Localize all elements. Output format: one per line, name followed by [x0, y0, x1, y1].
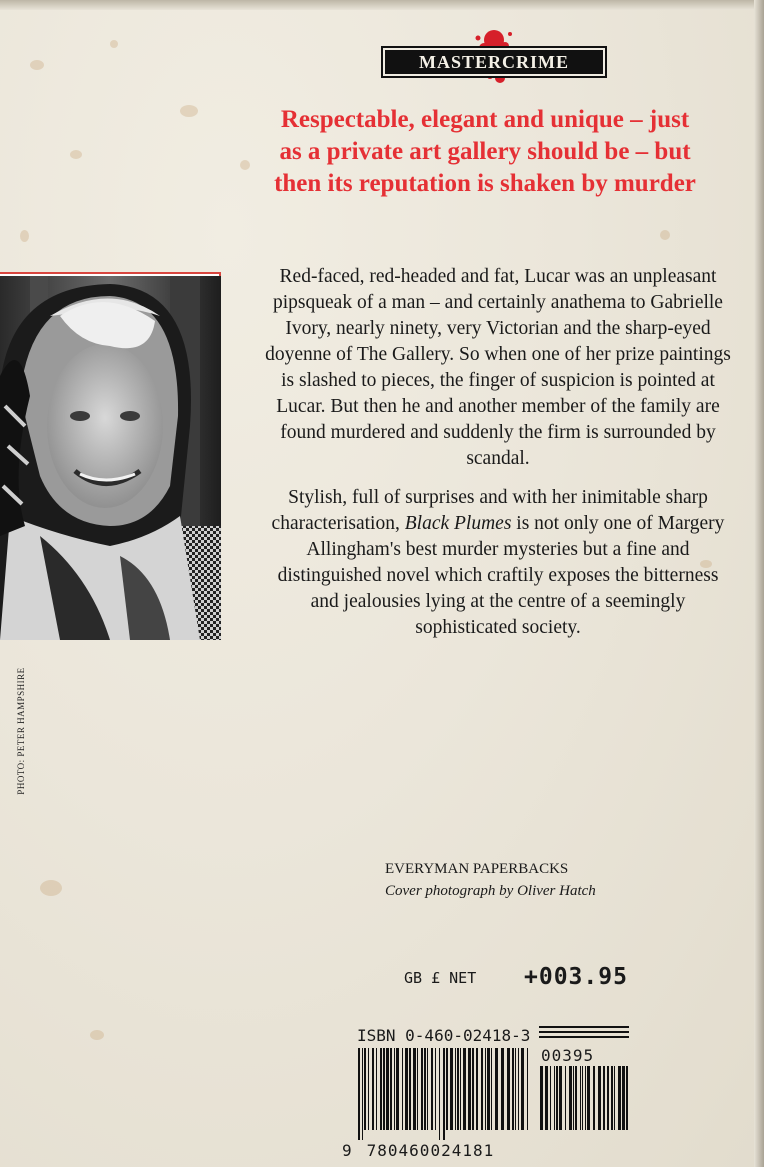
foxing-spot [30, 60, 44, 70]
barcode-bar [485, 1048, 486, 1130]
barcode-bar [556, 1066, 558, 1130]
barcode-bar [481, 1048, 483, 1130]
barcode-bar [585, 1066, 586, 1130]
barcode-bar [364, 1048, 366, 1130]
barcode-bar [569, 1066, 572, 1130]
publisher-block [385, 858, 625, 902]
blurb-paragraph-2-post: is not only one of Margery Allingham's best murder mysteries but a fine and distinguished novel which craftily exposes the bitterness and jealousies lying at the centre of a seemingly sophisticated society. [277, 513, 725, 638]
barcode-bar [380, 1048, 382, 1130]
price-block [404, 964, 636, 990]
ean-barcode [356, 1048, 532, 1140]
isbn-text: ISBN 0-460-02418-3 [357, 1026, 531, 1045]
author-photo [0, 272, 221, 640]
barcode-bar [424, 1048, 426, 1130]
barcode-bar [443, 1048, 445, 1140]
barcode-bar [587, 1066, 590, 1130]
barcode-bar [518, 1048, 519, 1130]
barcode-bar [455, 1048, 456, 1130]
barcode-bar [626, 1066, 628, 1130]
barcode-bar [501, 1048, 504, 1130]
price-label: GB £ NET [404, 969, 477, 987]
ean-lead-digit: 9 [342, 1141, 353, 1160]
barcode-bar [512, 1048, 514, 1130]
barcode-bar [521, 1048, 524, 1130]
barcode-bar [358, 1048, 360, 1140]
barcode-bar [435, 1048, 436, 1130]
blurb-paragraph-2 [262, 485, 734, 641]
barcode-bar [402, 1048, 403, 1130]
tagline: Respectable, elegant and unique – just as a private art gallery should be – but then its reputation is shaken by murder [274, 106, 696, 197]
photo-credit: PHOTO: PETER HAMPSHIRE [16, 667, 26, 795]
barcode-bar [559, 1066, 562, 1130]
barcode-bar [575, 1066, 577, 1130]
barcode-bar [476, 1048, 478, 1130]
blurb-paragraph-2-pre: Stylish, full of surprises and with her inimitable sharp characterisation, [271, 487, 708, 534]
barcode-bar [573, 1066, 574, 1130]
cover-top-edge [0, 0, 764, 10]
barcode-bar [622, 1066, 625, 1130]
barcode-bar [386, 1048, 389, 1130]
ean-digits-row [342, 1141, 494, 1160]
foxing-spot [180, 105, 198, 117]
barcode-bar [550, 1066, 551, 1130]
publisher-name: EVERYMAN PAPERBACKS [385, 861, 569, 877]
ean-digits: 780460024181 [366, 1141, 495, 1160]
barcode-bar [376, 1048, 377, 1130]
blurb-paragraph-1: Red-faced, red-headed and fat, Lucar was an unpleasant pipsqueak of a man – and certainly anathema to Gabrielle Ivory, nearly ninety, very Victorian and the sharp-eyed doyenne of The Gallery. So when one of her prize paintings is slashed to pieces, the finger of suspicion is pointed at Lucar. But then he and another member of the family are found murdered and suddenly the firm is surrounded by scandal. [265, 266, 731, 469]
barcode-bar [427, 1048, 428, 1130]
barcode-bar [394, 1048, 395, 1130]
blurb [262, 264, 734, 654]
barcode-bar [413, 1048, 416, 1130]
barcode-bar [507, 1048, 510, 1130]
foxing-spot [40, 880, 62, 896]
cover-photo-credit: Cover photograph by Oliver Hatch [385, 883, 596, 899]
barcode-bar [431, 1048, 433, 1130]
barcode-bar [593, 1066, 595, 1130]
foxing-spot [90, 1030, 104, 1040]
price-value: +003.95 [524, 964, 628, 990]
barcode-bar [607, 1066, 609, 1130]
barcode-bar [554, 1066, 555, 1130]
barcode-bar [405, 1048, 408, 1130]
barcode-bar [417, 1048, 418, 1130]
barcode-bar [487, 1048, 490, 1130]
barcode-addon-label: 00395 [541, 1046, 595, 1065]
barcode-bar [614, 1066, 615, 1130]
barcode-bar [368, 1048, 369, 1130]
book-title: Black Plumes [404, 513, 512, 534]
barcode-bar [618, 1066, 621, 1130]
author-portrait-image [0, 276, 221, 640]
barcode-bar [527, 1048, 528, 1130]
foxing-spot [70, 150, 82, 159]
barcode-bar [515, 1048, 516, 1130]
cover-right-edge [754, 0, 764, 1167]
barcode-bar [409, 1048, 411, 1130]
barcode-bar [495, 1048, 498, 1130]
barcode-bar [491, 1048, 492, 1130]
foxing-spot [110, 40, 118, 48]
addon-rule-lines [539, 1026, 629, 1041]
barcode-bar [439, 1048, 440, 1140]
logo-text: MASTERCRIME [418, 51, 569, 72]
barcode-bar [421, 1048, 423, 1130]
barcode-bar [545, 1066, 548, 1130]
barcode-bar [450, 1048, 453, 1130]
barcode-bar [457, 1048, 459, 1130]
addon-barcode [538, 1066, 630, 1140]
barcode-bar [372, 1048, 374, 1130]
barcode-bar [611, 1066, 613, 1130]
foxing-spot [660, 230, 670, 240]
foxing-spot [20, 230, 29, 242]
barcode-bar [580, 1066, 581, 1130]
barcode-bar [396, 1048, 399, 1130]
barcode-bar [598, 1066, 601, 1130]
barcode-bar [582, 1066, 583, 1130]
barcode-bar [472, 1048, 474, 1130]
mastercrime-logo [381, 46, 607, 78]
barcode-bar [565, 1066, 566, 1130]
foxing-spot [240, 160, 250, 170]
barcode-bar [383, 1048, 385, 1130]
barcode-bar [603, 1066, 605, 1130]
barcode-bar [390, 1048, 392, 1130]
barcode-bar [362, 1048, 363, 1140]
barcode-bar [468, 1048, 471, 1130]
barcode-bar [463, 1048, 466, 1130]
barcode-bar [446, 1048, 448, 1130]
barcode-bar [460, 1048, 461, 1130]
barcode-bar [540, 1066, 543, 1130]
